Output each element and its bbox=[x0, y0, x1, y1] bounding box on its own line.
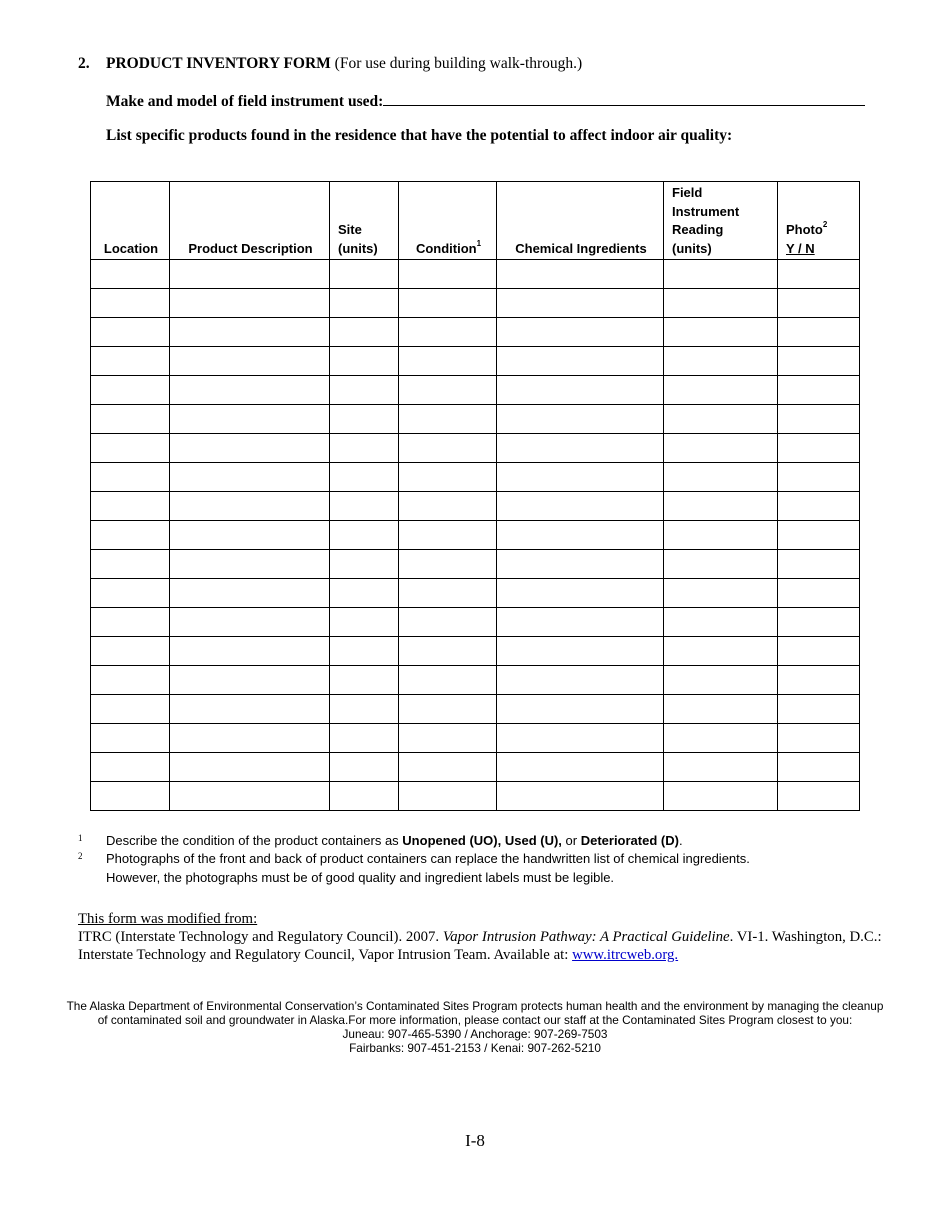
footnote-1-bold-a: Unopened (UO), Used (U), bbox=[402, 833, 562, 848]
cell-condition[interactable] bbox=[399, 318, 497, 347]
footnote-1-number: 1 bbox=[78, 833, 83, 843]
header-field-line2: Instrument bbox=[672, 203, 740, 219]
cell-field-instrument-reading[interactable] bbox=[664, 492, 778, 521]
cell-photo[interactable] bbox=[778, 260, 860, 289]
table-row bbox=[91, 782, 860, 811]
cell-chemical-ingredients[interactable] bbox=[497, 782, 664, 811]
cell-photo[interactable] bbox=[778, 289, 860, 318]
cell-location[interactable] bbox=[91, 405, 170, 434]
cell-location[interactable] bbox=[91, 579, 170, 608]
header-product-description: Product Description bbox=[170, 182, 330, 260]
table-row bbox=[91, 521, 860, 550]
cell-product-description[interactable] bbox=[170, 608, 330, 637]
cell-condition[interactable] bbox=[399, 608, 497, 637]
cell-product-description[interactable] bbox=[170, 347, 330, 376]
table-row bbox=[91, 579, 860, 608]
cell-location[interactable] bbox=[91, 753, 170, 782]
cell-location[interactable] bbox=[91, 782, 170, 811]
cell-field-instrument-reading[interactable] bbox=[664, 347, 778, 376]
table-row bbox=[91, 318, 860, 347]
cell-site[interactable] bbox=[330, 463, 399, 492]
cell-chemical-ingredients[interactable] bbox=[497, 724, 664, 753]
cell-product-description[interactable] bbox=[170, 434, 330, 463]
cell-condition[interactable] bbox=[399, 260, 497, 289]
cell-photo[interactable] bbox=[778, 376, 860, 405]
cell-field-instrument-reading[interactable] bbox=[664, 434, 778, 463]
table-row bbox=[91, 695, 860, 724]
adec-disclaimer bbox=[30, 999, 920, 1055]
cell-field-instrument-reading[interactable] bbox=[664, 608, 778, 637]
source-heading: This form was modified from: bbox=[78, 911, 258, 927]
cell-product-description[interactable] bbox=[170, 405, 330, 434]
cell-chemical-ingredients[interactable] bbox=[497, 695, 664, 724]
cell-field-instrument-reading[interactable] bbox=[664, 376, 778, 405]
footnote-1-text-b: or bbox=[561, 833, 581, 848]
cell-site[interactable] bbox=[330, 347, 399, 376]
instrument-label: Make and model of field instrument used: bbox=[106, 93, 384, 110]
cell-site[interactable] bbox=[330, 666, 399, 695]
cell-field-instrument-reading[interactable] bbox=[664, 637, 778, 666]
table-row bbox=[91, 550, 860, 579]
cell-chemical-ingredients[interactable] bbox=[497, 579, 664, 608]
table-row bbox=[91, 724, 860, 753]
cell-condition[interactable] bbox=[399, 666, 497, 695]
cell-field-instrument-reading[interactable] bbox=[664, 753, 778, 782]
cell-location[interactable] bbox=[91, 376, 170, 405]
header-field-line1: Field bbox=[672, 185, 703, 200]
section-heading bbox=[78, 55, 582, 73]
disclaimer-line3: Juneau: 907-465-5390 / Anchorage: 907-269-7503 bbox=[342, 1027, 608, 1041]
cell-product-description[interactable] bbox=[170, 492, 330, 521]
footnote-1-text-c: . bbox=[678, 833, 683, 848]
cell-location[interactable] bbox=[91, 434, 170, 463]
cell-site[interactable] bbox=[330, 724, 399, 753]
cell-site[interactable] bbox=[330, 318, 399, 347]
cell-product-description[interactable] bbox=[170, 463, 330, 492]
table-row bbox=[91, 608, 860, 637]
citation-text-b: . VI-1. Washington, D.C.: Interstate Technology and Regulatory Council, Vapor Intrusion Team. Available at: bbox=[78, 929, 882, 963]
header-site bbox=[330, 182, 399, 260]
cell-site[interactable] bbox=[330, 376, 399, 405]
page-number: I-8 bbox=[465, 1131, 485, 1150]
condition-footnote-ref: 1 bbox=[476, 238, 482, 248]
cell-chemical-ingredients[interactable] bbox=[497, 318, 664, 347]
cell-chemical-ingredients[interactable] bbox=[497, 376, 664, 405]
cell-site[interactable] bbox=[330, 782, 399, 811]
cell-field-instrument-reading[interactable] bbox=[664, 289, 778, 318]
cell-field-instrument-reading[interactable] bbox=[664, 550, 778, 579]
cell-photo[interactable] bbox=[778, 695, 860, 724]
footnote-2-mark bbox=[78, 846, 83, 866]
table-row bbox=[91, 260, 860, 289]
header-photo-label: Photo bbox=[786, 222, 823, 237]
cell-product-description[interactable] bbox=[170, 376, 330, 405]
cell-chemical-ingredients[interactable] bbox=[497, 289, 664, 318]
cell-condition[interactable] bbox=[399, 376, 497, 405]
cell-product-description[interactable] bbox=[170, 695, 330, 724]
cell-site[interactable] bbox=[330, 608, 399, 637]
list-instruction: List specific products found in the residence that have the potential to affect indoor air quality: bbox=[106, 127, 733, 144]
inventory-table-body bbox=[91, 260, 860, 811]
cell-chemical-ingredients[interactable] bbox=[497, 666, 664, 695]
cell-chemical-ingredients[interactable] bbox=[497, 347, 664, 376]
cell-product-description[interactable] bbox=[170, 318, 330, 347]
cell-chemical-ingredients[interactable] bbox=[497, 434, 664, 463]
cell-field-instrument-reading[interactable] bbox=[664, 782, 778, 811]
header-location: Location bbox=[91, 182, 170, 260]
cell-chemical-ingredients[interactable] bbox=[497, 463, 664, 492]
source-citation bbox=[78, 910, 908, 964]
cell-site[interactable] bbox=[330, 695, 399, 724]
cell-photo[interactable] bbox=[778, 579, 860, 608]
cell-condition[interactable] bbox=[399, 347, 497, 376]
disclaimer-line4: Fairbanks: 907-451-2153 / Kenai: 907-262-5210 bbox=[349, 1041, 601, 1055]
cell-location[interactable] bbox=[91, 608, 170, 637]
cell-field-instrument-reading[interactable] bbox=[664, 666, 778, 695]
cell-chemical-ingredients[interactable] bbox=[497, 550, 664, 579]
footnote-2 bbox=[106, 850, 750, 887]
inventory-table bbox=[90, 181, 860, 811]
itrc-link[interactable]: www.itrcweb.org. bbox=[572, 947, 679, 963]
table-row bbox=[91, 434, 860, 463]
disclaimer-line2: of contaminated soil and groundwater in Alaska.For more information, please contact our staff at the Contaminated Sites Program closest to you: bbox=[97, 1013, 853, 1027]
cell-photo[interactable] bbox=[778, 492, 860, 521]
cell-photo[interactable] bbox=[778, 318, 860, 347]
footnote-2-line2: However, the photographs must be of good quality and ingredient labels must be legible. bbox=[106, 869, 615, 885]
cell-location[interactable] bbox=[91, 260, 170, 289]
cell-site[interactable] bbox=[330, 260, 399, 289]
cell-product-description[interactable] bbox=[170, 724, 330, 753]
cell-chemical-ingredients[interactable] bbox=[497, 753, 664, 782]
cell-condition[interactable] bbox=[399, 637, 497, 666]
cell-field-instrument-reading[interactable] bbox=[664, 695, 778, 724]
cell-condition[interactable] bbox=[399, 405, 497, 434]
footnote-2-line1: Photographs of the front and back of product containers can replace the handwritten list of chemical ingredients. bbox=[106, 851, 750, 866]
section-number: 2. bbox=[78, 55, 90, 72]
cell-condition[interactable] bbox=[399, 550, 497, 579]
cell-field-instrument-reading[interactable] bbox=[664, 463, 778, 492]
cell-product-description[interactable] bbox=[170, 260, 330, 289]
cell-condition[interactable] bbox=[399, 521, 497, 550]
cell-chemical-ingredients[interactable] bbox=[497, 492, 664, 521]
cell-site[interactable] bbox=[330, 492, 399, 521]
cell-photo[interactable] bbox=[778, 347, 860, 376]
cell-photo[interactable] bbox=[778, 521, 860, 550]
citation-text-a: ITRC (Interstate Technology and Regulatory Council). 2007. bbox=[78, 929, 443, 945]
footnote-2-number: 2 bbox=[78, 851, 83, 861]
cell-product-description[interactable] bbox=[170, 782, 330, 811]
cell-condition[interactable] bbox=[399, 492, 497, 521]
header-photo bbox=[778, 182, 860, 260]
cell-location[interactable] bbox=[91, 463, 170, 492]
cell-chemical-ingredients[interactable] bbox=[497, 521, 664, 550]
cell-field-instrument-reading[interactable] bbox=[664, 521, 778, 550]
cell-location[interactable] bbox=[91, 637, 170, 666]
cell-site[interactable] bbox=[330, 405, 399, 434]
cell-photo[interactable] bbox=[778, 405, 860, 434]
cell-site[interactable] bbox=[330, 289, 399, 318]
cell-location[interactable] bbox=[91, 318, 170, 347]
cell-field-instrument-reading[interactable] bbox=[664, 579, 778, 608]
cell-condition[interactable] bbox=[399, 753, 497, 782]
table-row bbox=[91, 637, 860, 666]
cell-location[interactable] bbox=[91, 521, 170, 550]
instrument-field[interactable] bbox=[383, 91, 865, 106]
cell-field-instrument-reading[interactable] bbox=[664, 318, 778, 347]
cell-field-instrument-reading[interactable] bbox=[664, 260, 778, 289]
cell-site[interactable] bbox=[330, 637, 399, 666]
cell-condition[interactable] bbox=[399, 782, 497, 811]
table-row bbox=[91, 405, 860, 434]
citation-title: Vapor Intrusion Pathway: A Practical Guideline bbox=[442, 929, 730, 945]
table-row bbox=[91, 492, 860, 521]
cell-field-instrument-reading[interactable] bbox=[664, 405, 778, 434]
cell-photo[interactable] bbox=[778, 463, 860, 492]
disclaimer-line1: The Alaska Department of Environmental Conservation’s Contaminated Sites Program protects human health and the environment by managing the cleanup bbox=[66, 999, 884, 1013]
table-row bbox=[91, 666, 860, 695]
cell-site[interactable] bbox=[330, 753, 399, 782]
footnote-1-text-a: Describe the condition of the product containers as bbox=[106, 833, 403, 848]
cell-photo[interactable] bbox=[778, 434, 860, 463]
table-row bbox=[91, 753, 860, 782]
instrument-line bbox=[106, 91, 865, 111]
table-row bbox=[91, 463, 860, 492]
header-site-line2: (units) bbox=[338, 240, 378, 256]
cell-photo[interactable] bbox=[778, 666, 860, 695]
cell-photo[interactable] bbox=[778, 550, 860, 579]
cell-product-description[interactable] bbox=[170, 289, 330, 318]
cell-field-instrument-reading[interactable] bbox=[664, 724, 778, 753]
cell-condition[interactable] bbox=[399, 724, 497, 753]
cell-photo[interactable] bbox=[778, 753, 860, 782]
table-row bbox=[91, 347, 860, 376]
header-photo-yn: Y / N bbox=[786, 240, 815, 256]
cell-photo[interactable] bbox=[778, 724, 860, 753]
cell-location[interactable] bbox=[91, 289, 170, 318]
cell-product-description[interactable] bbox=[170, 579, 330, 608]
cell-location[interactable] bbox=[91, 695, 170, 724]
cell-product-description[interactable] bbox=[170, 521, 330, 550]
cell-site[interactable] bbox=[330, 550, 399, 579]
cell-location[interactable] bbox=[91, 347, 170, 376]
form-title: PRODUCT INVENTORY FORM bbox=[106, 55, 331, 72]
photo-footnote-ref: 2 bbox=[822, 220, 828, 229]
cell-product-description[interactable] bbox=[170, 550, 330, 579]
header-field-line4: (units) bbox=[672, 240, 712, 256]
header-condition bbox=[399, 182, 497, 260]
header-field-instrument-reading bbox=[664, 182, 778, 260]
cell-chemical-ingredients[interactable] bbox=[497, 260, 664, 289]
table-row bbox=[91, 289, 860, 318]
cell-site[interactable] bbox=[330, 579, 399, 608]
header-site-line1: Site bbox=[338, 222, 362, 237]
cell-product-description[interactable] bbox=[170, 637, 330, 666]
cell-condition[interactable] bbox=[399, 434, 497, 463]
cell-condition[interactable] bbox=[399, 695, 497, 724]
cell-condition[interactable] bbox=[399, 579, 497, 608]
cell-condition[interactable] bbox=[399, 463, 497, 492]
footnote-1-mark bbox=[78, 828, 83, 848]
cell-chemical-ingredients[interactable] bbox=[497, 637, 664, 666]
header-condition-label: Condition bbox=[415, 240, 477, 256]
cell-photo[interactable] bbox=[778, 608, 860, 637]
cell-location[interactable] bbox=[91, 666, 170, 695]
table-row bbox=[91, 376, 860, 405]
cell-chemical-ingredients[interactable] bbox=[497, 608, 664, 637]
cell-site[interactable] bbox=[330, 434, 399, 463]
cell-location[interactable] bbox=[91, 550, 170, 579]
cell-product-description[interactable] bbox=[170, 666, 330, 695]
cell-chemical-ingredients[interactable] bbox=[497, 405, 664, 434]
cell-product-description[interactable] bbox=[170, 753, 330, 782]
cell-location[interactable] bbox=[91, 492, 170, 521]
cell-photo[interactable] bbox=[778, 782, 860, 811]
header-chemical-ingredients: Chemical Ingredients bbox=[497, 182, 664, 260]
footnote-1 bbox=[106, 832, 683, 851]
cell-photo[interactable] bbox=[778, 637, 860, 666]
table-header-row bbox=[91, 182, 860, 260]
cell-location[interactable] bbox=[91, 724, 170, 753]
header-field-line3: Reading bbox=[672, 222, 724, 237]
form-subtitle: (For use during building walk-through.) bbox=[330, 55, 583, 72]
footnote-1-bold-b: Deteriorated (D) bbox=[580, 833, 679, 848]
cell-site[interactable] bbox=[330, 521, 399, 550]
cell-condition[interactable] bbox=[399, 289, 497, 318]
